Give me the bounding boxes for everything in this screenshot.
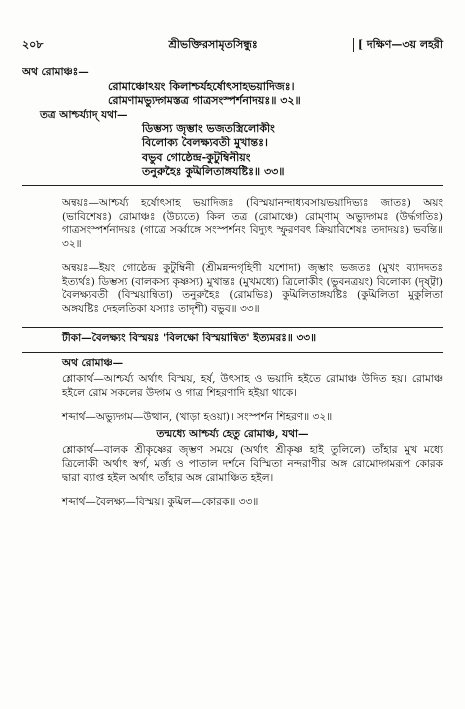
divider [22,185,443,186]
page-number: ২০৮ [22,38,44,51]
anvaya-33: অন্বয়ঃ—ইয়ং গোষ্ঠেন্দ্র কুটুম্বিনী (শ্রীমন্নন্দগৃহিণী যশোদা) জৃম্ভাং ভজতঃ (মুখং ব্যাদদতঃ ইত্যর্থঃ) ডিম্ভস্য (বালকস্য কৃষ্ণস্য) মুখান্তঃ (মুখমধ্যে) ত্রিলোকীং (ভুবনত্রয়ং) বিলোক্য (দৃষ্ট্বা) বৈলক্ষ্যবতী (বিস্ময়ান্বিতা) তনুরুহৈঃ (রোমভিঃ) কুট্মলিতাঙ্গযষ্টিঃ (কুট্মলিতা মুকুলিতা অঙ্গযষ্টিঃ দেহলতিকা যস্যাঃ তাদৃশী) বভুব॥ ৩৩॥ [62,261,443,315]
shabdartha-32: শব্দার্থ—অভ্যুদ্গম—উত্থান, (খাড়া হওয়া)। সংস্পর্শন শিহরণ॥ ৩২॥ [62,411,333,424]
verse-32-line-1: রোমাঞ্চোঽয়ং কিলাশ্চর্যহর্ষোৎসাহভয়াদিজঃ। [108,79,295,93]
tika-commentary: টীকা—বৈলক্ষ্যং বিস্ময়ঃ 'বিলক্ষো বিস্ময়ান্বিত' ইত্যমরঃ॥ ৩৩॥ [62,331,317,344]
shabdartha-33: শব্দার্থ—বৈলক্ষ্য—বিস্ময়। কুট্মল—কোরক॥ ৩৩॥ [62,495,259,508]
page-header [22,0,443,52]
heading-ashcharya: তন্মধ্যে আশ্চর্য্য হেতু রোমাঞ্চ, যথা— [156,427,309,440]
verse-33-line-3: বভুব গোষ্ঠেন্দ্র-কুটুম্বিনীয়ং [142,150,251,164]
book-title: শ্রীভক্তিরসামৃতসিন্ধুঃ [168,38,258,51]
divider [22,327,443,328]
heading-romancha: অথ রোমাঞ্চঃ— [22,66,89,79]
heading-romancha-bengali: অথ রোমাঞ্চ— [62,356,124,369]
verse-33-line-1: ডিম্ভস্য জৃম্ভাং ভজতস্ত্রিলোকীং [142,122,275,136]
shlokartha-33: শ্লোকার্থ—বালক শ্রীকৃষ্ণের জৃম্ভণ সময়ে (অর্থাৎ শ্রীকৃষ্ণ হাই তুলিলে) তাঁহার মুখ মধ্যে ত্রিলোকী অর্থাৎ স্বর্গ, মর্ত্ত্য ও পাতাল দর্শনে বিস্মিতা নন্দরাণীর অঙ্গ রোমোদ্গমরূপ কোরক দ্বারা ব্যাপ্ত হইল অর্থাৎ তাঁহার অঙ্গ রোমাঞ্চিত হইল। [62,444,443,484]
shlokartha-32: শ্লোকার্থ—আশ্চর্য্য অর্থাৎ বিস্ময়, হর্ষ, উৎসাহ ও ভয়াদি হইতে রোমাঞ্চ উদিত হয়। রোমাঞ্চ হইলে রোম সকলের উদ্গম ও গাত্র শিহরণাদি হইয়া থাকে। [62,373,443,399]
divider [22,352,443,353]
verse-33-line-4: তনুরুহৈঃ কুট্মলিতাঙ্গযষ্টিঃ॥ ৩৩॥ [142,165,285,179]
verse-33-line-2: বিলোক্য বৈলক্ষ্যবতী মুখান্তঃ। [142,136,268,150]
anvaya-32: অন্বয়ঃ—আশ্চর্য্য হর্ষোৎসাহ ভয়াদিজঃ (বিস্ময়ানন্দাধ্যবসায়ভয়াদিভ্যঃ জাতঃ) অয়ং (ভাবিশেষঃ) রোমাঞ্চঃ (উচ্যতে) কিল তত্র (রোমাঞ্চে) রোম্ণাম্ অভ্যুদ্গমঃ (উর্দ্ধগতিঃ) গাত্রসংস্পর্শনাদয়ঃ (গাত্রে সর্ব্বাঙ্গে সংস্পর্শনং বিদ্যুৎ স্ফুরণবৎ ক্রিয়াবিশেষঃ তদাদয়ঃ) ভবন্তি॥ ৩২॥ [62,196,443,250]
verse-32-line-2: রোমণামভ্যুদ্গমস্তত্র গাত্রসংস্পর্শনাদয়ঃ॥ ৩২॥ [108,94,301,108]
section-label: [ দক্ষিণ—৩য় লহরী [353,38,443,52]
example-intro: তত্র আশ্চর্য্যাদ্ যথা— [40,108,128,121]
